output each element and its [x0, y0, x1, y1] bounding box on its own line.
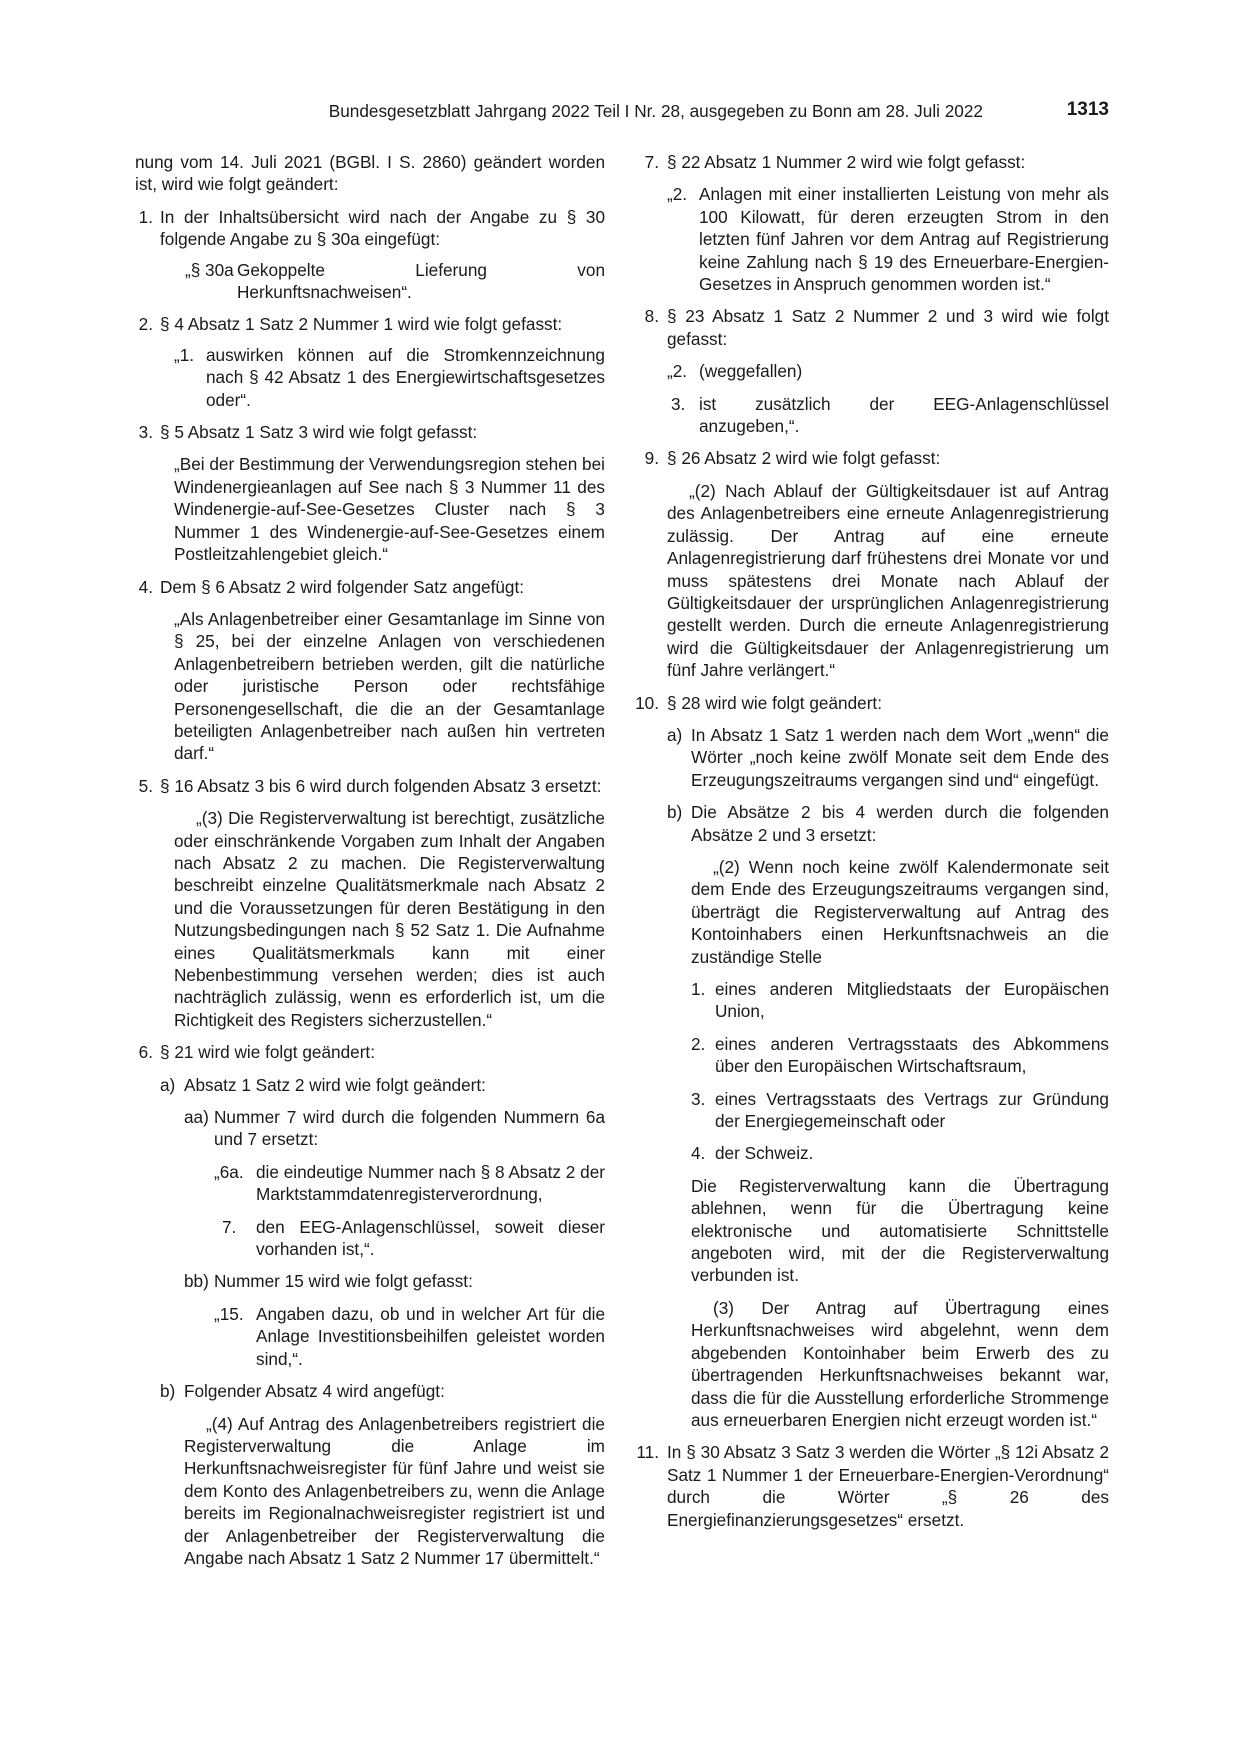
intro-paragraph: nung vom 14. Juli 2021 (BGBl. I S. 2860) geändert worden ist, wird wie folgt geändert:	[135, 152, 605, 195]
subitem-a	[667, 724, 1109, 791]
amendment-item-11	[636, 1441, 1109, 1531]
item-number: 4.	[138, 576, 153, 597]
subitem-text: Die Absätze 2 bis 4 werden durch die folgenden Absätze 2 und 3 ersetzt:	[691, 802, 1109, 845]
quoted-text: Gekoppelte Lieferung von Herkunftsnachweisen“.	[237, 259, 605, 303]
quoted-number: „2.	[667, 361, 688, 382]
subitem-aa	[184, 1106, 605, 1260]
quoted-entry	[667, 393, 1109, 438]
quoted-text: „(4) Auf Antrag des Anlagenbetreibers registriert die Registerverwaltung die Anlage im Herkunftsnachweisregister für fünf Jahre und weist sie dem Konto des Anlagenbetreibers zu, wenn die Anlage bereits im Regionalnachweisregister registriert ist und der Anlagenbetreiber der Registerverwaltung die Angabe nach Absatz 1 Satz 2 Nummer 17 übermittelt.“	[184, 1413, 605, 1568]
quoted-text: (weggefallen)	[699, 361, 803, 382]
list-item	[691, 978, 1109, 1023]
subitem-text: Nummer 15 wird wie folgt gefasst:	[214, 1271, 473, 1292]
list-item	[691, 1033, 1109, 1078]
quoted-text: auswirken können auf die Stromkennzeichnung nach § 42 Absatz 1 des Energiewirtschaftsgesetzes oder“.	[206, 344, 605, 410]
amendment-item-7	[639, 151, 1109, 295]
quoted-entry	[160, 259, 605, 304]
subitem-b	[667, 801, 1109, 1431]
subitem-b	[160, 1380, 605, 1569]
quoted-text: „Als Anlagenbetreiber einer Gesamtanlage im Sinne von § 25, bei der einzelne Anlagen von verschiedenen Anlagenbetreibern betrieben werden, gilt die natürliche oder juristische Person oder rechtsfähige Personengesellschaft, die die an der Gesamtanlage beteiligten Anlagenbetreiber nach außen hin vertreten darf.“	[174, 608, 605, 764]
amendment-item-3	[135, 421, 605, 565]
quoted-number: „15.	[214, 1303, 244, 1324]
item-text: In der Inhaltsübersicht wird nach der Angabe zu § 30 folgende Angabe zu § 30a eingefügt:	[160, 206, 605, 250]
list-number: 2.	[691, 1033, 706, 1054]
quoted-number: „1.	[174, 344, 195, 365]
item-text: § 16 Absatz 3 bis 6 wird durch folgenden Absatz 3 ersetzt:	[160, 775, 602, 796]
right-column	[635, 151, 1109, 1531]
amendment-item-1	[135, 206, 605, 304]
item-text: § 22 Absatz 1 Nummer 2 wird wie folgt gefasst:	[667, 152, 1026, 172]
item-number: 6.	[138, 1042, 153, 1063]
list-number: 4.	[691, 1143, 706, 1164]
quoted-text: „(3) Die Registerverwaltung ist berechtigt, zusätzliche oder einschränkende Vorgaben zum Inhalt der Angaben nach Absatz 2 zu machen. Die Registerverwaltung beschreibt einzelne Qualitätsmerkmale nach Absatz 2 und die Voraussetzungen für deren Bestätigung in den Nutzungsbedingungen nach § 52 Satz 1. Die Aufnahme eines Qualitätsmerkmals kann mit einer Nebenbestimmung versehen werden; dies ist auch nachträglich zulässig, wenn es erforderlich ist, um die Richtigkeit des Registers sicherzustellen.“	[174, 808, 605, 1030]
subitem-letter: b)	[667, 802, 683, 823]
item-text: Dem § 6 Absatz 2 wird folgender Satz angefügt:	[160, 576, 525, 597]
subitem-text: In Absatz 1 Satz 1 werden nach dem Wort „wenn“ die Wörter „noch keine zwölf Monate seit dem Ende des Erzeugungszeitraums vergangen sind und“ eingefügt.	[691, 724, 1109, 790]
subitem-letter: aa)	[184, 1107, 209, 1128]
quoted-entry	[667, 360, 1109, 382]
list-number: 1.	[691, 979, 706, 999]
item-text: § 23 Absatz 1 Satz 2 Nummer 2 und 3 wird wie folgt gefasst:	[667, 306, 1109, 349]
quoted-text: Anlagen mit einer installierten Leistung von mehr als 100 Kilowatt, für deren erzeugten Strom in den letzten fünf Jahren vor dem Antrag auf Registrierung keine Zahlung nach § 19 des Erneuerbare-Energien-Gesetzes in Anspruch genommen worden ist.“	[699, 184, 1109, 295]
page-header	[0, 100, 1241, 128]
quoted-entry	[174, 344, 605, 411]
quoted-number: „§ 30a	[185, 259, 234, 280]
quoted-text: „Bei der Bestimmung der Verwendungsregion stehen bei Windenergieanlagen auf See nach § 3 Nummer 11 des Windenergie-auf-See-Gesetzes Cluster nach § 3 Nummer 1 des Windenergie-auf-See-Gesetzes einem Postleitzahlengebiet gleich.“	[174, 454, 605, 565]
quoted-text: den EEG-Anlagenschlüssel, soweit dieser vorhanden ist,“.	[256, 1216, 605, 1260]
quoted-number: „6a.	[214, 1161, 244, 1182]
quoted-text: Angaben dazu, ob und in welcher Art für die Anlage Investitionsbeihilfen geleistet worden sind,“.	[256, 1303, 605, 1369]
subitem-text: Nummer 7 wird durch die folgenden Nummern 6a und 7 ersetzt:	[214, 1107, 605, 1150]
item-number: 9.	[644, 448, 659, 469]
subitem-letter: a)	[667, 724, 683, 745]
item-text: § 28 wird wie folgt geändert:	[667, 692, 882, 713]
quoted-text: die eindeutige Nummer nach § 8 Absatz 2 der Marktstammdatenregisterverordnung,	[256, 1161, 605, 1205]
quoted-number: 3.	[671, 393, 686, 414]
list-text: eines anderen Mitgliedstaats der Europäischen Union,	[715, 979, 1109, 1022]
list-item	[691, 1142, 1109, 1164]
subitem-text: Folgender Absatz 4 wird angefügt:	[184, 1381, 445, 1402]
item-text: In § 30 Absatz 3 Satz 3 werden die Wörter „§ 12i Absatz 2 Satz 1 Nummer 1 der Erneuerbare-Energien-Verordnung“ durch die Wörter „§ 26 des Energiefinanzierungsgesetzes“ ersetzt.	[667, 1442, 1109, 1530]
left-column	[135, 151, 605, 1569]
quoted-number: „2.	[667, 184, 688, 205]
list-text: der Schweiz.	[715, 1143, 814, 1164]
list-text: eines anderen Vertragsstaats des Abkommens über den Europäischen Wirtschaftsraum,	[715, 1033, 1109, 1077]
subitem-bb	[184, 1270, 605, 1370]
subitem-letter: bb)	[184, 1271, 209, 1292]
amendment-item-9	[639, 447, 1109, 681]
amendment-item-2	[135, 313, 605, 411]
gazette-header-text: Bundesgesetzblatt Jahrgang 2022 Teil I Nr. 28, ausgegeben zu Bonn am 28. Juli 2022	[328, 101, 983, 121]
subitem-text: Absatz 1 Satz 2 wird wie folgt geändert:	[184, 1074, 486, 1095]
item-number: 5.	[138, 775, 153, 796]
item-number: 3.	[138, 422, 153, 443]
item-number: 8.	[644, 306, 659, 327]
list-item	[691, 1088, 1109, 1133]
subitem-letter: a)	[160, 1074, 176, 1095]
quoted-text: „(2) Nach Ablauf der Gültigkeitsdauer ist auf Antrag des Anlagenbetreibers eine erneute Anlagenregistrierung zulässig. Der Antrag auf eine erneute Anlagenregistrierung darf frühestens drei Monate vor und muss spätestens drei Monate nach Ablauf der Gültigkeitsdauer der ursprünglichen Anlagenregistrierung gestellt werden. Durch die erneute Anlagenregistrierung wird die Gültigkeitsdauer der Anlagenregistrierung um fünf Jahre verlängert.“	[667, 480, 1109, 681]
list-number: 3.	[691, 1088, 706, 1109]
item-number: 10.	[635, 692, 659, 713]
quoted-entry	[214, 1216, 605, 1261]
quoted-number: 7.	[222, 1216, 237, 1237]
list-text: eines Vertragsstaats des Vertrags zur Gründung der Energiegemeinschaft oder	[715, 1088, 1109, 1132]
page-number: 1313	[1066, 99, 1109, 120]
quoted-text: (3) Der Antrag auf Übertragung eines Herkunftsnachweises wird abgelehnt, wenn dem abgebenden Kontoinhaber beim Erwerb des zu übertragenden Herkunftsnachweises bekannt war, dass die für die Ausstellung erforderliche Strommenge aus erneuerbaren Energien nicht erzeugt worden ist.“	[691, 1297, 1109, 1430]
item-number: 11.	[636, 1442, 659, 1463]
quoted-text: Die Registerverwaltung kann die Übertragung ablehnen, wenn für die Übertragung keine elektronische und automatisierte Schnittstelle angeboten wird, mit der die Registerverwaltung verbunden ist.	[691, 1175, 1109, 1286]
amendment-item-4	[135, 576, 605, 765]
quoted-text: „(2) Wenn noch keine zwölf Kalendermonate seit dem Ende des Erzeugungszeitraums vergangen sind, überträgt die Registerverwaltung auf Antrag des Kontoinhabers einen Herkunftsnachweis an die zuständige Stelle	[691, 856, 1109, 967]
subitem-a	[160, 1074, 605, 1370]
amendment-item-6	[135, 1041, 605, 1569]
quoted-text: ist zusätzlich der EEG-Anlagenschlüssel anzugeben,“.	[699, 393, 1109, 437]
item-text: § 5 Absatz 1 Satz 3 wird wie folgt gefasst:	[160, 422, 478, 443]
quoted-entry	[667, 183, 1109, 295]
amendment-item-8	[639, 305, 1109, 437]
amendment-item-5	[135, 775, 605, 1031]
item-text: § 26 Absatz 2 wird wie folgt gefasst:	[667, 448, 941, 469]
quoted-entry	[214, 1161, 605, 1206]
item-text: § 21 wird wie folgt geändert:	[160, 1042, 375, 1063]
item-number: 1.	[138, 206, 153, 227]
item-number: 7.	[644, 152, 659, 172]
item-number: 2.	[138, 314, 153, 335]
item-text: § 4 Absatz 1 Satz 2 Nummer 1 wird wie folgt gefasst:	[160, 314, 563, 335]
subitem-letter: b)	[160, 1381, 176, 1402]
amendment-item-10	[635, 692, 1109, 1432]
quoted-entry	[214, 1303, 605, 1370]
